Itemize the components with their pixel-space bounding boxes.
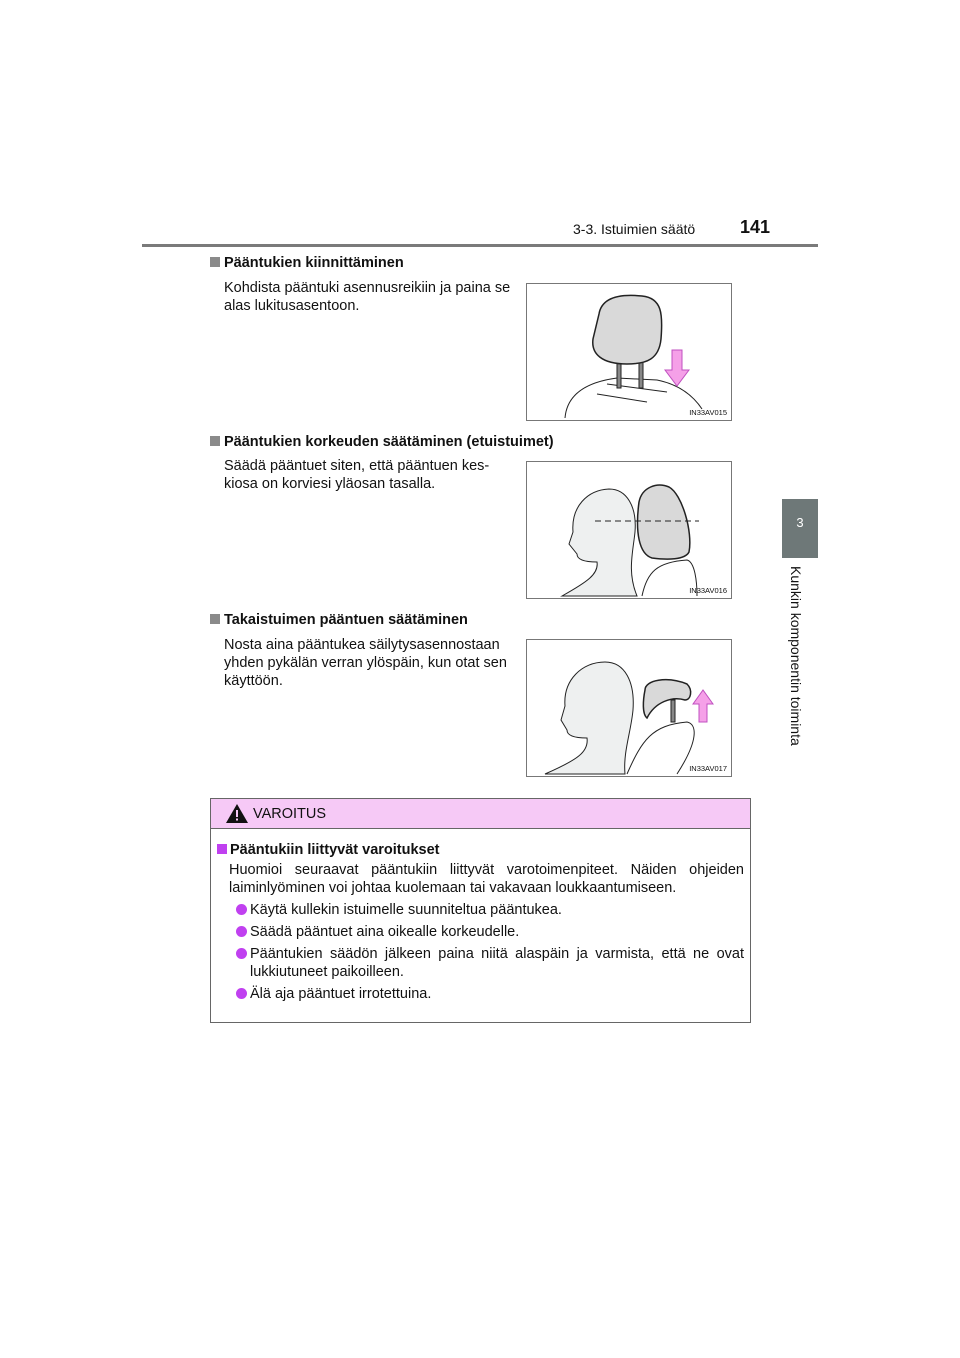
page-number: 141: [740, 217, 771, 237]
warning-title: VAROITUS: [253, 806, 327, 822]
bullet-text: Älä aja pääntuet irrotettuina.: [250, 986, 432, 1002]
heading-text: Takaistuimen pääntuen säätäminen: [224, 612, 468, 628]
chapter-tab[interactable]: 3: [782, 499, 818, 558]
section-header: 3-3. Istuimien säätö: [573, 221, 696, 237]
figure-rear-headrest: [526, 639, 732, 777]
warning-header: [211, 799, 750, 829]
warning-intro: Huomioi seuraavat pääntukiin liittyvät varotoimenpiteet. Näiden ohjeiden laiminlyöminen voi johtaa kuolemaan tai vakavaan loukkaantumiseen.: [229, 862, 744, 896]
section-text: Kohdista pääntuki asennusreikiin ja paina se alas lukitusasentoon.: [224, 280, 511, 314]
square-bullet-icon: [217, 844, 227, 854]
bullet-dot-icon: [236, 926, 247, 937]
warning-subtitle: [217, 841, 744, 859]
bullet-dot-icon: [236, 948, 247, 959]
figure-code: IN33AV017: [689, 764, 727, 773]
bullet-text: Käytä kullekin istuimelle suunniteltua pääntukea.: [250, 902, 562, 918]
warning-triangle-icon: [225, 803, 249, 824]
section-text: Säädä pääntuet siten, että pääntuen kes-kiosa on korviesi yläosan tasalla.: [224, 458, 490, 492]
rear-headrest-up-illustration: [527, 640, 731, 776]
warning-bullet: [236, 901, 744, 919]
warning-bullet: [236, 923, 744, 941]
heading-text: Pääntukien korkeuden säätäminen (etuistuimet): [224, 434, 554, 450]
bullet-dot-icon: [236, 904, 247, 915]
warning-bullet: [236, 985, 744, 1003]
figure-code: IN33AV016: [689, 586, 727, 595]
section-heading: [210, 434, 554, 450]
section-heading: [210, 255, 404, 271]
warning-bullet: [236, 945, 744, 981]
square-bullet-icon: [210, 436, 220, 446]
head-alignment-illustration: [527, 462, 731, 598]
figure-headrest-install: [526, 283, 732, 421]
heading-text: Pääntukien kiinnittäminen: [224, 255, 404, 271]
square-bullet-icon: [210, 257, 220, 267]
square-bullet-icon: [210, 614, 220, 624]
bullet-dot-icon: [236, 988, 247, 999]
figure-code: IN33AV015: [689, 408, 727, 417]
bullet-text: Säädä pääntuet aina oikealle korkeudelle.: [250, 924, 520, 940]
headrest-down-illustration: [527, 284, 731, 420]
bullet-text: Pääntukien säädön jälkeen paina niitä alaspäin ja varmista, että ne ovat lukkiutuneet paikoilleen.: [250, 946, 744, 980]
section-heading: [210, 612, 468, 628]
warning-body: [211, 829, 750, 1003]
chapter-label: Kunkin komponentin toiminta: [788, 566, 804, 746]
subtitle-text: Pääntukiin liittyvät varoitukset: [230, 842, 440, 858]
header-rule: [142, 244, 818, 247]
figure-headrest-height: [526, 461, 732, 599]
warning-box: [210, 798, 751, 1023]
section-text: Nosta aina pääntukea säilytysasennostaan yhden pykälän verran ylöspäin, kun otat sen käyttöön.: [224, 637, 507, 689]
